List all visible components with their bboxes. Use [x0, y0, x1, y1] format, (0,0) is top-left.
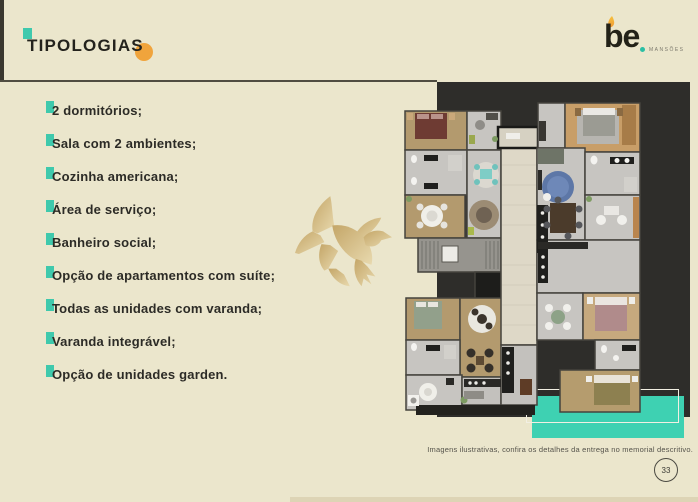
feature-item: Cozinha americana; — [52, 169, 275, 184]
logo-teal-dot — [640, 47, 645, 52]
disclaimer-caption: Imagens ilustrativas, confira os detalhes da entrega no memorial descritivo. — [427, 445, 693, 454]
feature-item: Sala com 2 ambientes; — [52, 136, 275, 151]
logo-wordmark: be — [604, 18, 640, 54]
left-edge-bar — [0, 0, 4, 81]
feature-item: 2 dormitórios; — [52, 103, 275, 118]
logo-tagline: MANSÕES — [649, 47, 685, 53]
brand-logo — [604, 18, 694, 64]
feature-item: Varanda integrável; — [52, 334, 275, 349]
floor-plan — [398, 95, 643, 422]
feature-item: Opção de unidades garden. — [52, 367, 275, 382]
bottom-edge-strip — [290, 497, 698, 502]
header-rule — [0, 80, 437, 82]
feature-item: Opção de apartamentos com suíte; — [52, 268, 276, 283]
page-number-badge — [654, 458, 678, 482]
feature-item: Área de serviço; — [52, 202, 275, 217]
page-title: TIPOLOGIAS — [27, 36, 144, 55]
page-number: 33 — [661, 465, 671, 475]
feature-item: Todas as unidades com varanda; — [52, 301, 275, 316]
feature-item: Banheiro social; — [52, 235, 275, 250]
feature-list — [52, 103, 275, 400]
eagle-watermark-icon — [295, 196, 393, 306]
